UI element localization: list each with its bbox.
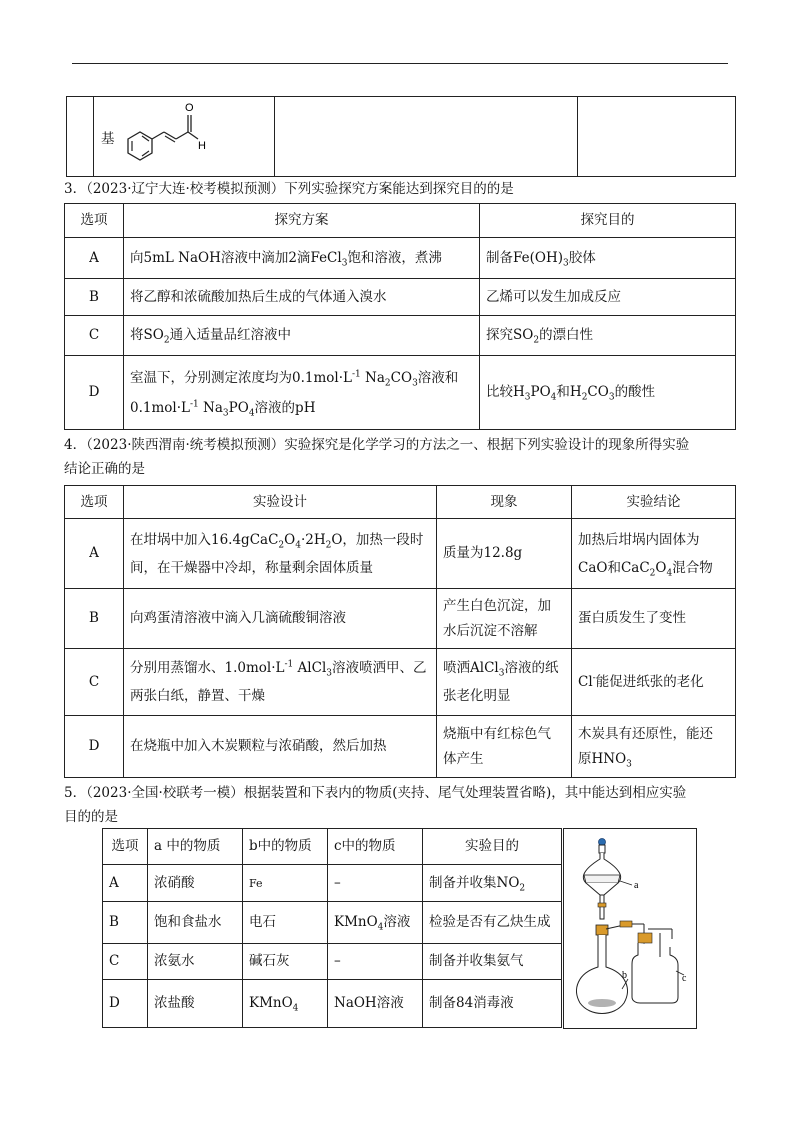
hydrogen-label: H (198, 140, 206, 152)
q5-opt: D (103, 980, 148, 1028)
q4-concl: 加热后坩埚内固体为 CaO和$CaC_2O_4$混合物 (572, 519, 736, 589)
q5-header-opt: 选项 (103, 829, 148, 865)
q5-row-c (103, 944, 562, 980)
q3-goal: 比较$H_3PO_4$和$H_2CO_3$的酸性 (480, 356, 736, 430)
q4-design: 向鸡蛋清溶液中滴入几滴硫酸铜溶液 (124, 589, 437, 649)
structure-cell (94, 97, 275, 177)
q3-plan: 将乙醇和浓硫酸加热后生成的气体通入溴水 (124, 279, 480, 316)
q3-plan: 向5mL NaOH溶液中滴加2滴FeCl$_3$饱和溶液，煮沸 (124, 238, 480, 279)
q4-header-opt: 选项 (65, 486, 124, 519)
structure-label: 基 (101, 131, 115, 147)
q5-stem: 5．（2023·全国·校联考一模）根据装置和下表内的物质(夹持、尾气处理装置省略)，其中能达到相应实验 目的的是 (64, 785, 687, 825)
q3-header-plan: 探究方案 (124, 204, 480, 238)
q5-a: 浓氨水 (148, 944, 243, 980)
q4-phen: 产生白色沉淀，加 水后沉淀不溶解 (437, 589, 572, 649)
q3-plan: 室温下，分别测定浓度均为$0.1mol\cdot L^{-1}$ $Na_2CO_3$溶液和 $0.1mol\cdot L^{-1}$ $Na_3PO_4$溶液的pH (124, 356, 480, 430)
q3-goal: 乙烯可以发生加成反应 (480, 279, 736, 316)
q5-header-b: b中的物质 (243, 829, 328, 865)
prev-cell-1 (67, 97, 94, 177)
q4-concl: 蛋白质发生了变性 (572, 589, 736, 649)
q5-row-d (103, 980, 562, 1028)
q5-goal: 制备84消毒液 (423, 980, 562, 1028)
q5-c: – (328, 944, 423, 980)
q4-stem: 4．（2023·陕西渭南·统考模拟预测）实验探究是化学学习的方法之一、根据下列实验设计的现象所得实验 结论正确的是 (64, 437, 690, 477)
q5-b: 碱石灰 (243, 944, 328, 980)
q5-row-b (103, 902, 562, 944)
q4-row-c (65, 649, 736, 716)
q3-opt: C (65, 316, 124, 356)
q4-phen: 质量为12.8g (437, 519, 572, 589)
q3-row-d (65, 356, 736, 430)
label-c: c (682, 973, 687, 984)
q5-a: 浓硝酸 (148, 865, 243, 902)
q5-opt: B (103, 902, 148, 944)
q5-goal: 制备并收集$NO_2$ (423, 865, 562, 902)
q5-b: Fe (243, 865, 328, 902)
q5-c: KMnO$_4$溶液 (328, 902, 423, 944)
q5-opt: A (103, 865, 148, 902)
q4-table (64, 485, 736, 778)
q4-row-b (65, 589, 736, 649)
q4-opt: A (65, 519, 124, 589)
q5-opt: C (103, 944, 148, 980)
prev-cell-4 (578, 97, 736, 177)
q4-header-concl: 实验结论 (572, 486, 736, 519)
q5-a: 饱和食盐水 (148, 902, 243, 944)
label-a: a (634, 880, 639, 891)
q4-phen: 烧瓶中有红棕色气 体产生 (437, 716, 572, 778)
q4-opt: B (65, 589, 124, 649)
q5-c: – (328, 865, 423, 902)
q3-opt: A (65, 238, 124, 279)
q5-table (102, 828, 562, 1028)
oxygen-label: O (185, 102, 194, 114)
q4-concl: 木炭具有还原性，能还 原$HNO_3$ (572, 716, 736, 778)
prev-table-fragment (66, 96, 736, 177)
q3-row-a (65, 238, 736, 279)
q5-header-a: a 中的物质 (148, 829, 243, 865)
cinnamaldehyde-structure (118, 99, 248, 175)
q5-header-c: c中的物质 (328, 829, 423, 865)
q5-b: 电石 (243, 902, 328, 944)
q3-header-opt: 选项 (65, 204, 124, 238)
q3-goal: 制备$Fe(OH)_3$胶体 (480, 238, 736, 279)
q4-header-phen: 现象 (437, 486, 572, 519)
q3-goal: 探究$SO_2$的漂白性 (480, 316, 736, 356)
label-b: b (622, 970, 627, 981)
q4-phen: 喷洒AlCl$_3$溶液的纸 张老化明显 (437, 649, 572, 716)
q5-row-a (103, 865, 562, 902)
q4-opt: C (65, 649, 124, 716)
q4-opt: D (65, 716, 124, 778)
q3-row-b (65, 279, 736, 316)
q3-opt: B (65, 279, 124, 316)
q5-goal: 检验是否有乙炔生成 (423, 902, 562, 944)
q5-header-goal: 实验目的 (423, 829, 562, 865)
q4-design: 分别用蒸馏水、$1.0mol\cdot L^{-1}$ AlCl$_3$溶液喷洒甲、乙 两张白纸，静置、干燥 (124, 649, 437, 716)
q3-table (64, 203, 736, 430)
q5-goal: 制备并收集氨气 (423, 944, 562, 980)
q4-concl: Cl-能促进纸张的老化 (572, 649, 736, 716)
apparatus-box (563, 828, 697, 1029)
q3-header-goal: 探究目的 (480, 204, 736, 238)
q4-row-d (65, 716, 736, 778)
q3-row-c (65, 316, 736, 356)
header-rule (72, 63, 728, 64)
q3-opt: D (65, 356, 124, 430)
q5-c: NaOH溶液 (328, 980, 423, 1028)
q5-a: 浓盐酸 (148, 980, 243, 1028)
q4-design: 在烧瓶中加入木炭颗粒与浓硝酸，然后加热 (124, 716, 437, 778)
q4-header-design: 实验设计 (124, 486, 437, 519)
apparatus-diagram (564, 829, 696, 1028)
q5-b: KMnO$_4$ (243, 980, 328, 1028)
q4-design: 在坩埚中加入$16.4gCaC_2O_4\cdot 2H_2O$，加热一段时 间，在干燥器中冷却，称量剩余固体质量 (124, 519, 437, 589)
q4-row-a (65, 519, 736, 589)
prev-cell-3 (275, 97, 578, 177)
q3-plan: 将$SO_2$通入适量品红溶液中 (124, 316, 480, 356)
q3-stem: 3．（2023·辽宁大连·校考模拟预测）下列实验探究方案能达到探究目的的是 (64, 181, 514, 197)
